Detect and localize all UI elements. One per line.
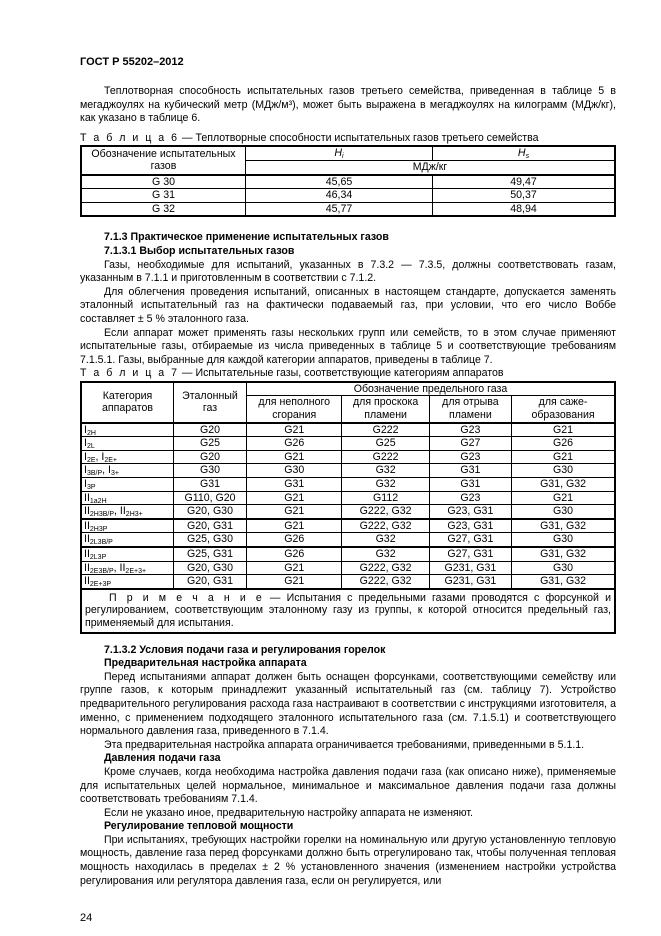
header-cell: для отрыва пламени [429, 396, 511, 423]
table-cell: G23 [429, 491, 511, 505]
table-cell: G23, G31 [429, 519, 511, 533]
table-cell: 49,47 [433, 175, 616, 189]
table-cell: G21 [247, 561, 342, 575]
table-cell: G231, G31 [429, 575, 511, 589]
subheading: Регулирование тепловой мощности [104, 820, 294, 833]
table-row [81, 202, 615, 216]
table-6 [80, 145, 616, 217]
table-cell: G30 [512, 533, 615, 547]
page-number: 24 [80, 912, 93, 924]
section-top [80, 85, 616, 888]
table-row [81, 575, 615, 589]
header-cell: для саже-образования [512, 396, 615, 423]
table-row [81, 505, 615, 519]
table-cell: G31 [429, 464, 511, 478]
table-row [81, 175, 615, 189]
category-cell: $I_{3B/P}$, $I_{3+}$ [81, 464, 174, 478]
table-cell: G231, G31 [429, 561, 511, 575]
table-cell: G23 [429, 450, 511, 464]
header-cell: для проскока пламени [342, 396, 429, 423]
category-cell: $II_{2L3B/P}$ [81, 533, 174, 547]
table-cell: G31 [247, 478, 342, 492]
intro-paragraph: Теплотворная способность испытательных газов третьего семейства, приведенная в таблице 5 в мегаджоулях на кубический метр (МДж/м³), может быть выражена в мегаджоулях на килограмм (МДж/кг), как указано в таблице 6. [80, 85, 616, 125]
table-row [81, 464, 615, 478]
table-cell: G21 [512, 423, 615, 437]
paragraph: При испытаниях, требующих настройки горелки на номинальную или другую установленную тепловую мощность, давление газа перед форсунками должно быть отрегулировано так, чтобы полученная тепловая мощность находилась в пределах ± 2 % установленного значения (изменением настройки устройства регулирования или регулятора давления газа, если он регулируется, или [80, 833, 616, 887]
table-note [81, 589, 615, 633]
category-cell: $II_{1a2H}$ [81, 491, 174, 505]
table-cell: G30 [512, 505, 615, 519]
table-cell: G32 [342, 464, 429, 478]
section-heading: 7.1.3.1 Выбор испытательных газов [104, 244, 295, 257]
paragraph: Если аппарат может применять газы нескольких групп или семейств, то в этом случае применяют испытательные газы, отбираемые из числа приведенных в таблице 5 и соответствующие требованиям 7.1.5.1. Газы, выбранные для каждой категории аппаратов, приведены в таблице 7. [80, 326, 616, 366]
table-cell: G21 [247, 423, 342, 437]
table-row [81, 478, 615, 492]
table-cell: G222, G32 [342, 519, 429, 533]
table-cell: G25, G30 [174, 533, 247, 547]
table-cell: G26 [247, 547, 342, 561]
table-cell: G27, G31 [429, 533, 511, 547]
table-cell: 45,65 [246, 175, 433, 189]
header-cell: Обозначение предельного газа [247, 382, 616, 396]
table-row [81, 491, 615, 505]
table-row [81, 437, 615, 451]
table-cell: G31, G32 [512, 519, 615, 533]
table-cell: G20, G31 [174, 575, 247, 589]
table-cell: G21 [247, 519, 342, 533]
table-cell: G21 [512, 491, 615, 505]
subheading: Давления подачи газа [104, 752, 221, 765]
caption-text: — Теплотворные способности испытательных газов третьего семейства [178, 131, 539, 144]
table-cell: G20, G30 [174, 561, 247, 575]
table-cell: G222 [342, 450, 429, 464]
table-cell: G31 [174, 478, 247, 492]
standard-header: ГОСТ Р 55202–2012 [80, 56, 184, 68]
table-cell: 45,77 [246, 202, 433, 216]
paragraph: Для облегчения проведения испытаний, описанных в настоящем стандарте, допускается заменять эталонный испытательный газ на фактически подаваемый газ, при условии, что его число Воббе составляет ± 5 % эталонного газа. [80, 285, 616, 325]
table-7 [80, 381, 616, 634]
paragraph: Эта предварительная настройка аппарата ограничивается требованиями, приведенными в 5.1.1. [104, 738, 585, 751]
header-cell: $H_i$ [246, 146, 433, 160]
table-row [81, 561, 615, 575]
paragraph: Кроме случаев, когда необходима настройка давления подачи газа (как описано ниже), применяемые для испытательных целей нормальное, минимальное и максимальное давления подачи газа должны соответствовать требованиям 7.1.4. [80, 765, 616, 806]
table-cell: G25 [342, 437, 429, 451]
table-cell: G31 [429, 478, 511, 492]
table-row [81, 547, 615, 561]
table-cell: G 32 [81, 202, 246, 216]
table-cell: G27 [429, 437, 511, 451]
table-cell: G25 [174, 437, 247, 451]
table-cell: 46,34 [246, 189, 433, 203]
table-row [81, 533, 615, 547]
table-cell: G30 [512, 464, 615, 478]
section-heading: 7.1.3.2 Условия подачи газа и регулирования горелок [104, 643, 386, 656]
section-heading: 7.1.3 Практическое применение испытательных газов [104, 231, 389, 244]
table-cell: G27, G31 [429, 547, 511, 561]
table-cell: G26 [512, 437, 615, 451]
table-cell: G20 [174, 450, 247, 464]
note-text: — Испытания с предельными газами проводятся с форсункой и регулированием, соответствующим эталонному газу из группы, к которой относится предельный газ, применяемый для испытания. [85, 591, 611, 629]
category-cell: $I_{2H}$ [81, 423, 174, 437]
table-cell: G110, G20 [174, 491, 247, 505]
header-cell: Эталонный газ [174, 382, 247, 423]
table-cell: G112 [342, 491, 429, 505]
category-cell: $II_{2E+3P}$ [81, 575, 174, 589]
header-cell: Категория аппаратов [81, 382, 174, 423]
table-cell: G32 [342, 547, 429, 561]
table-cell: G31, G32 [512, 547, 615, 561]
table7-caption [80, 367, 616, 381]
table-cell: G30 [247, 464, 342, 478]
caption-prefix: Т а б л и ц а 6 [80, 131, 179, 144]
subheading: Предварительная настройка аппарата [104, 657, 307, 670]
table-row [81, 189, 615, 203]
header-cell: Обозначение испытательных газов [81, 146, 246, 174]
table-cell: G 31 [81, 189, 246, 203]
table-cell: G31, G32 [512, 575, 615, 589]
header-cell: $H_s$ [433, 146, 616, 160]
category-cell: $II_{2E3B/P}$, $II_{2E+3+}$ [81, 561, 174, 575]
table-row [81, 519, 615, 533]
unit-cell: МДж/кг [246, 160, 616, 174]
table-cell: G32 [342, 533, 429, 547]
category-cell: $I_{3P}$ [81, 478, 174, 492]
category-cell: $II_{2H3B/P}$, $II_{2H3+}$ [81, 505, 174, 519]
table-cell: G23, G31 [429, 505, 511, 519]
table-cell: 50,37 [433, 189, 616, 203]
category-cell: $II_{2L3P}$ [81, 547, 174, 561]
table-cell: G20 [174, 423, 247, 437]
table-cell: G20, G30 [174, 505, 247, 519]
table-cell: G26 [247, 533, 342, 547]
table-cell: G23 [429, 423, 511, 437]
header-cell: для неполного сгорания [247, 396, 342, 423]
category-cell: $I_{2L}$ [81, 437, 174, 451]
table6-caption [80, 132, 616, 146]
category-cell: $I_{2E}$, $I_{2E+}$ [81, 450, 174, 464]
paragraph: Перед испытаниями аппарат должен быть оснащен форсунками, соответствующими семейству или группе газов, к которым принадлежит указанный испытательный газ (см. таблицу 7). Устройство предварительного регулирования расхода газа настраивают в соответствии с инструкциями изготовителя, а именно, с применением подходящего эталонного испытательного газа (см. 7.1.5.1) и соответствующего нормального давления газа, приведенного в 7.1.4. [80, 670, 616, 738]
table-cell: G31, G32 [512, 478, 615, 492]
paragraph: Газы, необходимые для испытаний, указанных в 7.3.2 — 7.3.5, должны соответствовать газам, указанным в 7.1.1 и приготовленным в соответствии с 7.1.2. [80, 258, 616, 285]
table-cell: G21 [247, 505, 342, 519]
table-cell: G21 [247, 575, 342, 589]
table-cell: G30 [512, 561, 615, 575]
table-cell: G222, G32 [342, 561, 429, 575]
table-cell: G21 [247, 491, 342, 505]
note-prefix: П р и м е ч а н и е [109, 591, 264, 604]
table-cell: G 30 [81, 175, 246, 189]
table-row [81, 423, 615, 437]
table-cell: G21 [247, 450, 342, 464]
table-cell: G26 [247, 437, 342, 451]
caption-text: — Испытательные газы, соответствующие категориям аппаратов [178, 367, 504, 380]
table-cell: 48,94 [433, 202, 616, 216]
table-cell: G20, G31 [174, 519, 247, 533]
table-cell: G21 [512, 450, 615, 464]
table-cell: G30 [174, 464, 247, 478]
table-row [81, 450, 615, 464]
table-cell: G222 [342, 423, 429, 437]
table-cell: G222, G32 [342, 505, 429, 519]
table-cell: G222, G32 [342, 575, 429, 589]
caption-prefix: Т а б л и ц а 7 [80, 367, 179, 380]
category-cell: $II_{2H3P}$ [81, 519, 174, 533]
table-cell: G25, G31 [174, 547, 247, 561]
paragraph: Если не указано иное, предварительную настройку аппарата не изменяют. [104, 806, 473, 819]
table-cell: G32 [342, 478, 429, 492]
